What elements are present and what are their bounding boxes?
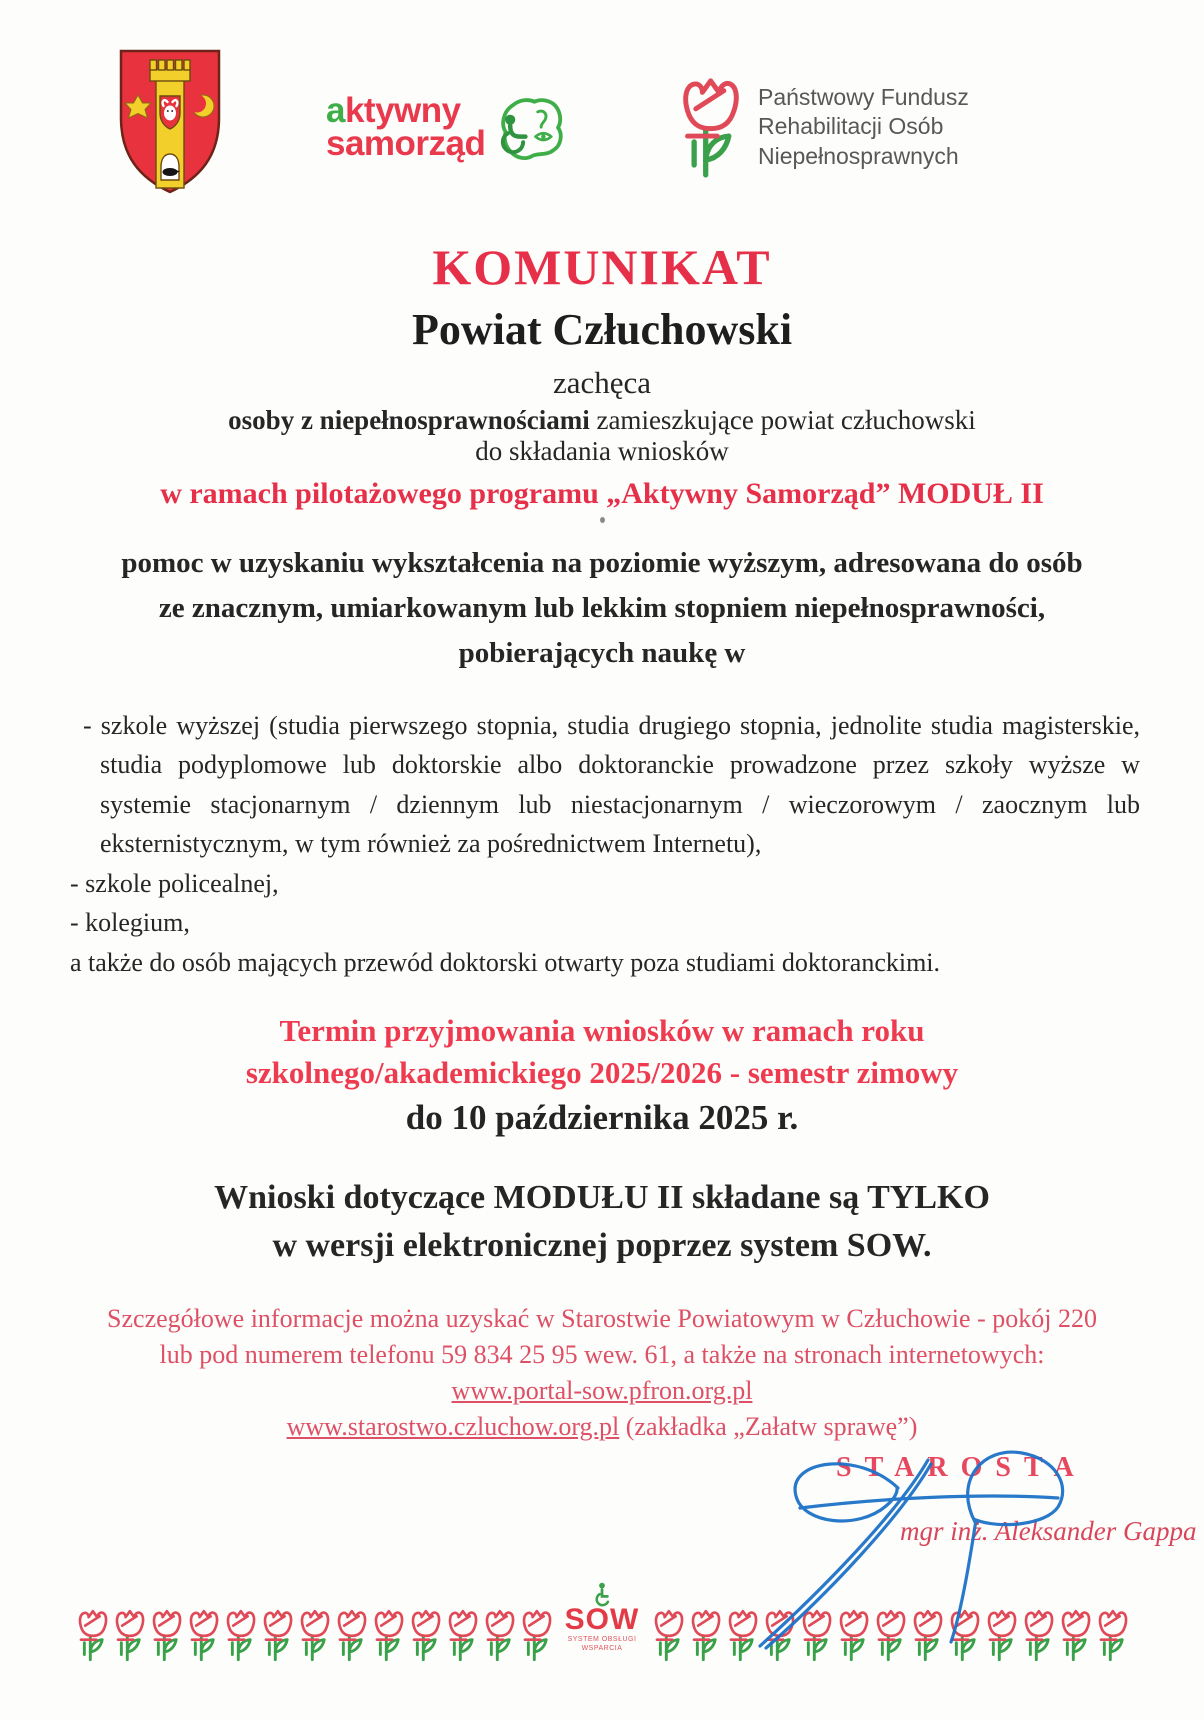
deadline-heading: Termin przyjmowania wniosków w ramach roku szkolnego/akademickiego 2025/2026 - semestr zimowy xyxy=(245,1013,959,1091)
pfron-tulip-icon xyxy=(688,1607,722,1663)
pfron-tulip-icon xyxy=(112,1607,146,1663)
pfron-tulip-icon xyxy=(1095,1607,1129,1663)
aktywny-samorzad-wordmark: aktywny samorząd xyxy=(326,90,486,163)
page-subtitle: Powiat Człuchowski xyxy=(411,305,793,354)
list-item: - kolegium, xyxy=(70,908,190,938)
eligibility-list xyxy=(70,706,1140,983)
sow-wordmark: SOW xyxy=(564,1603,640,1636)
pfron-tulip-icon xyxy=(223,1607,257,1663)
deadline-date: do 10 października 2025 r. xyxy=(405,1098,799,1138)
pfron-tulip-icon xyxy=(947,1607,981,1663)
pfron-tulip-icon xyxy=(371,1607,405,1663)
sow-notice: Wnioski dotyczące MODUŁU II składane są TYLKO w wersji elektronicznej poprzez system SOW. xyxy=(214,1179,990,1264)
pfron-tulip-icon xyxy=(873,1607,907,1663)
intro-target-bold: osoby z niepełnosprawnościami xyxy=(228,405,590,435)
intro-submission-line: do składania wniosków xyxy=(475,436,729,466)
pfron-logo xyxy=(676,74,969,180)
pfron-tulip-icon xyxy=(676,74,742,180)
pfron-tulip-icon xyxy=(799,1607,833,1663)
pfron-tulip-icon xyxy=(75,1607,109,1663)
pfron-tulip-icon xyxy=(725,1607,759,1663)
pfron-tulip-icon xyxy=(482,1607,516,1663)
pfron-tulip-icon xyxy=(1058,1607,1092,1663)
list-item: - szkole policealnej, xyxy=(70,868,279,898)
portal-sow-link[interactable]: www.portal-sow.pfron.org.pl xyxy=(451,1376,753,1406)
pfron-tulip-icon xyxy=(984,1607,1018,1663)
coat-of-arms-powiat-czluchowski xyxy=(116,46,224,196)
pfron-tulip-icon xyxy=(334,1607,368,1663)
pfron-tulip-icon xyxy=(836,1607,870,1663)
list-item: a także do osób mających przewód doktorski otwarty poza studiami doktoranckimi. xyxy=(70,947,941,977)
starostwo-link[interactable]: www.starostwo.czluchow.org.pl xyxy=(286,1411,620,1441)
program-name-line: w ramach pilotażowego programu „Aktywny Samorząd” MODUŁ II xyxy=(160,477,1044,510)
pfron-name: Państwowy Fundusz Rehabilitacji Osób Niepełnosprawnych xyxy=(758,84,969,169)
footer-tulip-band xyxy=(0,1582,1204,1663)
as-letter-a: a xyxy=(326,90,345,130)
intro-target-line: osoby z niepełnosprawnościami zamieszkujące powiat człuchowski xyxy=(228,405,976,435)
signature-block xyxy=(0,1430,1204,1720)
pfron-tulip-icon xyxy=(297,1607,331,1663)
pfron-tulip-icon xyxy=(762,1607,796,1663)
poland-map-wheelchair-icon xyxy=(495,96,567,166)
signer-name: mgr inż. Aleksander Gappa xyxy=(900,1516,1197,1546)
scan-artifact-dot xyxy=(600,517,605,523)
pfron-tulip-icon xyxy=(445,1607,479,1663)
pfron-tulip-icon xyxy=(408,1607,442,1663)
sow-logo: SOW SYSTEM OBSŁUGI WSPARCIA xyxy=(565,1582,640,1653)
pfron-tulip-icon xyxy=(1021,1607,1055,1663)
signer-title: STAROSTA xyxy=(836,1452,1087,1483)
pfron-tulip-icon xyxy=(186,1607,220,1663)
aktywny-samorzad-logo xyxy=(326,92,567,162)
contact-info: Szczegółowe informacje można uzyskać w Starostwie Powiatowym w Człuchowie - pokój 220 lub pod numerem telefonu 59 834 25 95 wew. 61, a także na stronach internetowych: www.portal-sow.pfron.org.pl www.starostwo.czluchow.org.pl (zakładka „Załatw sprawę”) xyxy=(107,1304,1097,1441)
tulip-row-left xyxy=(75,1607,553,1663)
pfron-tulip-icon xyxy=(519,1607,553,1663)
intro-zacheca: zachęca xyxy=(552,365,652,400)
list-item: - szkole wyższej (studia pierwszego stopnia, studia drugiego stopnia, jednolite studia magisterskie, studia podyplomowe lub doktorskie albo doktoranckie prowadzone przez szkoły wyższe w systemie stacjonarnym / dziennym lub niestacjonarnym / wieczorowym / zaocznym lub eksternistycznym, w tym również za pośrednictwem Internetu), xyxy=(83,710,1140,859)
starostwo-link-suffix: (zakładka „Załatw sprawę”) xyxy=(619,1411,918,1441)
program-description: pomoc w uzyskaniu wykształcenia na poziomie wyższym, adresowana do osób ze znacznym, umiarkowanym lub lekkim stopniem niepełnosprawności, pobierających naukę w xyxy=(121,547,1083,669)
pfron-tulip-icon xyxy=(149,1607,183,1663)
pfron-tulip-icon xyxy=(910,1607,944,1663)
page-title: KOMUNIKAT xyxy=(432,239,772,295)
tulip-row-right xyxy=(651,1607,1129,1663)
pfron-tulip-icon xyxy=(651,1607,685,1663)
header-logos xyxy=(0,0,1204,212)
handwritten-signature xyxy=(0,1430,1204,1720)
pfron-tulip-icon xyxy=(260,1607,294,1663)
